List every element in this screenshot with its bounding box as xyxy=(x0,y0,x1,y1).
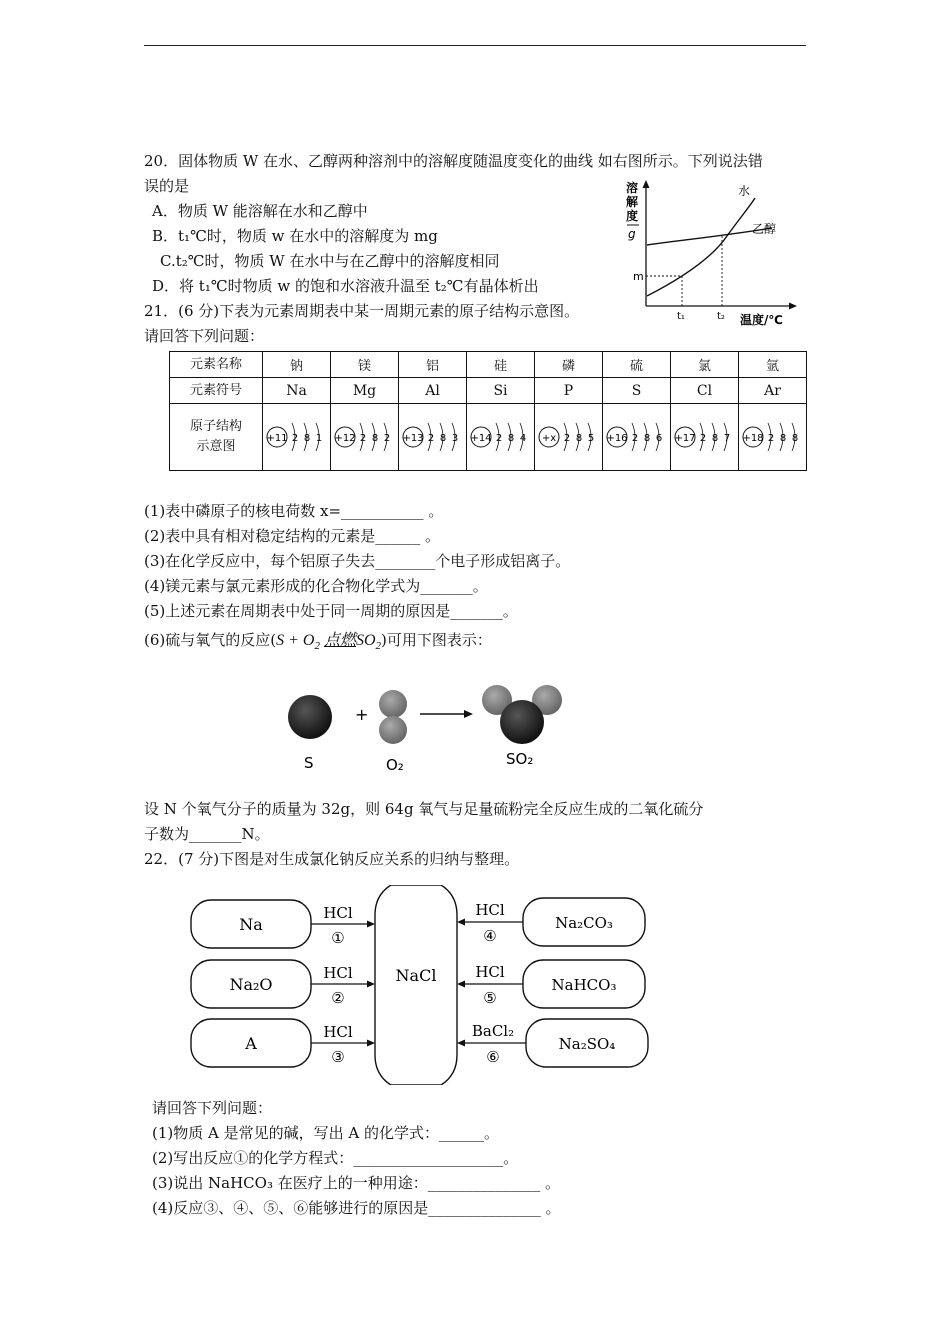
electron-count: 8 xyxy=(711,433,718,444)
element-symbol-al: Al xyxy=(399,378,467,404)
atom-cell-cl xyxy=(671,404,739,471)
q21-stem-line2: 请回答下列问题： xyxy=(144,327,265,345)
water-curve xyxy=(647,198,755,296)
m-tick-label: m xyxy=(633,270,644,283)
atom-cell-na xyxy=(263,404,331,471)
eq-so: SO xyxy=(355,632,376,649)
element-symbol-p: P xyxy=(535,378,603,404)
q22-part2: (2)写出反应①的化学方程式：____________________。 xyxy=(152,1149,519,1167)
right-arrow-1-number: ④ xyxy=(483,927,497,945)
nucleus-label: +12 xyxy=(333,433,356,444)
electron-count: 8 xyxy=(507,433,514,444)
right-arrow-1-head xyxy=(457,919,465,926)
q21-part5: (5)上述元素在周期表中处于同一周期的原因是_______。 xyxy=(144,602,518,620)
element-symbol-ar: Ar xyxy=(739,378,807,404)
q21-part2: (2)表中具有相对稳定结构的元素是______ 。 xyxy=(144,527,441,545)
molecule-reaction-diagram xyxy=(270,680,590,780)
row-header-structure xyxy=(170,404,263,471)
element-name-s: 硫 xyxy=(603,352,671,378)
nucleus-label: +13 xyxy=(401,433,424,444)
table-row-names xyxy=(170,352,807,378)
element-name-cl: 氯 xyxy=(671,352,739,378)
electron-count: 2 xyxy=(383,433,390,444)
row-header-symbol: 元素符号 xyxy=(170,378,263,404)
q22-part4: (4)反应③、④、⑤、⑥能够进行的原因是_______________ 。 xyxy=(152,1199,561,1217)
q22-part1: (1)物质 A 是常见的碱，写出 A 的化学式：______。 xyxy=(152,1124,499,1142)
q22-part3: (3)说出 NaHCO₃ 在医疗上的一种用途：_______________ 。 xyxy=(152,1174,560,1192)
electron-count: 1 xyxy=(315,433,322,444)
electron-count: 2 xyxy=(631,433,638,444)
row-header-name: 元素名称 xyxy=(170,352,263,378)
left-box-3-label: A xyxy=(245,1034,257,1053)
q20-option-d: D．将 t₁℃时物质 w 的饱和水溶液升温至 t₂℃有晶体析出 xyxy=(152,277,539,295)
electron-count: 2 xyxy=(359,433,366,444)
q21-part6-question-line2: 子数为_______N。 xyxy=(144,825,270,843)
center-box-nacl xyxy=(375,885,457,1085)
q21-part6-suffix: )可用下图表示： xyxy=(381,631,492,649)
atom-diagram-mg xyxy=(333,414,397,460)
right-box-3-label: Na₂SO₄ xyxy=(558,1035,616,1053)
left-arrow-2-reagent: HCl xyxy=(323,964,353,982)
nucleus-label: +11 xyxy=(265,433,288,444)
eq-plus: + xyxy=(288,632,299,649)
left-arrow-1-reagent: HCl xyxy=(323,904,353,922)
electron-count: 8 xyxy=(303,433,310,444)
element-name-al: 铝 xyxy=(399,352,467,378)
t1-tick-label: t₁ xyxy=(677,311,685,322)
q22-stem: 22．(7 分)下图是对生成氯化钠反应关系的归纳与整理。 xyxy=(144,850,520,868)
left-arrow-2-head xyxy=(367,981,375,988)
right-arrow-2-number: ⑤ xyxy=(483,989,497,1007)
atom-cell-si xyxy=(467,404,535,471)
element-name-na: 钠 xyxy=(263,352,331,378)
q21-part6-question-line1: 设 N 个氧气分子的质量为 32g，则 64g 氧气与足量硫粉完全反应生成的二氧化硫分 xyxy=(144,800,704,818)
so2-sulfur-atom xyxy=(500,700,544,744)
atom-diagram-al xyxy=(401,414,465,460)
q20-stem-line1: 20．固体物质 W 在水、乙醇两种溶剂中的溶解度随温度变化的曲线 如右图所示。下列说法错 xyxy=(144,152,763,170)
right-arrow-3-head xyxy=(457,1040,465,1047)
solubility-chart xyxy=(622,178,812,328)
right-arrow-2-head xyxy=(457,981,465,988)
electron-count: 5 xyxy=(587,433,594,444)
electron-count: 2 xyxy=(699,433,706,444)
chart-ylabel-char-2: 解 xyxy=(626,195,639,209)
left-box-1-label: Na xyxy=(239,915,263,934)
atom-cell-ar xyxy=(739,404,807,471)
atom-cell-mg xyxy=(331,404,399,471)
q20-option-c: C.t₂℃时，物质 W 在水中与在乙醇中的溶解度相同 xyxy=(160,252,500,270)
table-row-structures xyxy=(170,404,807,471)
atom-cell-al xyxy=(399,404,467,471)
right-arrow-2-reagent: HCl xyxy=(475,963,505,981)
electron-count: 2 xyxy=(291,433,298,444)
eq-oxygen-sub: 2 xyxy=(314,640,320,653)
element-name-mg: 镁 xyxy=(331,352,399,378)
center-label-nacl: NaCl xyxy=(395,966,437,985)
atom-diagram-si xyxy=(469,414,533,460)
ethanol-curve-label: 乙醇 xyxy=(752,222,777,236)
header-rule xyxy=(144,45,806,46)
chart-ylabel-char-3: 度 xyxy=(626,209,639,223)
left-arrow-3-reagent: HCl xyxy=(323,1023,353,1041)
q20-option-a: A．物质 W 能溶解在水和乙醇中 xyxy=(152,202,368,220)
q21-part6 xyxy=(144,628,492,658)
left-box-2-label: Na₂O xyxy=(229,975,273,994)
atom-diagram-na xyxy=(265,414,329,460)
element-symbol-cl: Cl xyxy=(671,378,739,404)
electron-count: 2 xyxy=(495,433,502,444)
element-symbol-s: S xyxy=(603,378,671,404)
nucleus-label: +18 xyxy=(741,433,764,444)
table-row-symbols xyxy=(170,378,807,404)
electron-count: 6 xyxy=(655,433,662,444)
q21-part1: (1)表中磷原子的核电荷数 x=___________ 。 xyxy=(144,502,444,520)
right-box-2-label: NaHCO₃ xyxy=(551,976,617,994)
nucleus-label: +x xyxy=(541,433,556,444)
periodic-row-table xyxy=(169,351,807,471)
nucleus-label: +16 xyxy=(605,433,628,444)
atom-cell-p xyxy=(535,404,603,471)
right-arrow-3-number: ⑥ xyxy=(486,1048,500,1066)
eq-condition: 点燃 xyxy=(323,632,356,649)
sulfur-atom xyxy=(288,695,332,739)
chart-xlabel: 温度/℃ xyxy=(740,313,783,327)
electron-count: 8 xyxy=(575,433,582,444)
right-arrow-1-reagent: HCl xyxy=(475,901,505,919)
label-so2: SO₂ xyxy=(506,750,534,768)
nacl-flow-diagram xyxy=(186,885,656,1085)
electron-count: 7 xyxy=(723,433,730,444)
label-o2: O₂ xyxy=(386,756,404,774)
q22-ask: 请回答下列问题： xyxy=(152,1099,273,1117)
left-arrow-1-head xyxy=(367,921,375,928)
eq-so-sub: 2 xyxy=(375,640,382,653)
reaction-equation xyxy=(276,632,382,653)
chart-ylabel-char-1: 溶 xyxy=(626,181,639,195)
left-arrow-2-number: ② xyxy=(331,989,345,1007)
chart-ylabel-unit: g xyxy=(628,227,636,241)
oxygen-atom-bottom xyxy=(379,716,407,744)
electron-count: 8 xyxy=(371,433,378,444)
q21-part6-prefix: (6)硫与氧气的反应( xyxy=(144,631,277,649)
oxygen-atom-top xyxy=(379,690,407,718)
left-arrow-3-head xyxy=(367,1040,375,1047)
atom-diagram-ar xyxy=(741,414,805,460)
electron-count: 4 xyxy=(519,433,526,444)
plus-sign: + xyxy=(355,705,369,724)
chart-x-axis-arrow xyxy=(789,303,797,310)
electron-count: 2 xyxy=(427,433,434,444)
element-name-p: 磷 xyxy=(535,352,603,378)
right-arrow-3-reagent: BaCl₂ xyxy=(471,1022,515,1040)
atom-diagram-s xyxy=(605,414,669,460)
atom-cell-s xyxy=(603,404,671,471)
label-s: S xyxy=(304,754,314,772)
atom-diagram-p xyxy=(537,414,601,460)
electron-count: 3 xyxy=(451,433,458,444)
element-name-si: 硅 xyxy=(467,352,535,378)
water-curve-label: 水 xyxy=(738,184,751,198)
electron-count: 8 xyxy=(779,433,786,444)
element-symbol-si: Si xyxy=(467,378,535,404)
right-box-1-label: Na₂CO₃ xyxy=(555,914,613,932)
element-symbol-na: Na xyxy=(263,378,331,404)
electron-count: 2 xyxy=(767,433,774,444)
element-name-ar: 氩 xyxy=(739,352,807,378)
q21-part4: (4)镁元素与氯元素形成的化合物化学式为_______。 xyxy=(144,577,488,595)
eq-oxygen: O xyxy=(302,632,315,649)
row-header-structure-line1: 原子结构 xyxy=(189,419,242,434)
q20-stem-line2: 误的是 xyxy=(144,177,190,195)
atom-diagram-cl xyxy=(673,414,737,460)
q21-part3: (3)在化学反应中，每个铝原子失去________个电子形成铝离子。 xyxy=(144,552,571,570)
nucleus-label: +14 xyxy=(469,433,492,444)
left-arrow-1-number: ① xyxy=(331,929,345,947)
left-arrow-3-number: ③ xyxy=(331,1048,345,1066)
q21-stem-line1: 21．(6 分)下表为元素周期表中某一周期元素的原子结构示意图。 xyxy=(144,302,580,320)
electron-count: 8 xyxy=(643,433,650,444)
reaction-arrow-head xyxy=(464,710,473,718)
chart-y-axis-arrow xyxy=(643,180,650,188)
element-symbol-mg: Mg xyxy=(331,378,399,404)
nucleus-label: +17 xyxy=(673,433,696,444)
electron-count: 2 xyxy=(563,433,570,444)
electron-count: 8 xyxy=(439,433,446,444)
q20-option-b: B．t₁℃时，物质 w 在水中的溶解度为 mg xyxy=(152,227,438,245)
eq-sulfur: S xyxy=(276,632,285,649)
t2-tick-label: t₂ xyxy=(717,311,725,322)
row-header-structure-line2: 示意图 xyxy=(196,439,236,454)
electron-count: 8 xyxy=(791,433,798,444)
